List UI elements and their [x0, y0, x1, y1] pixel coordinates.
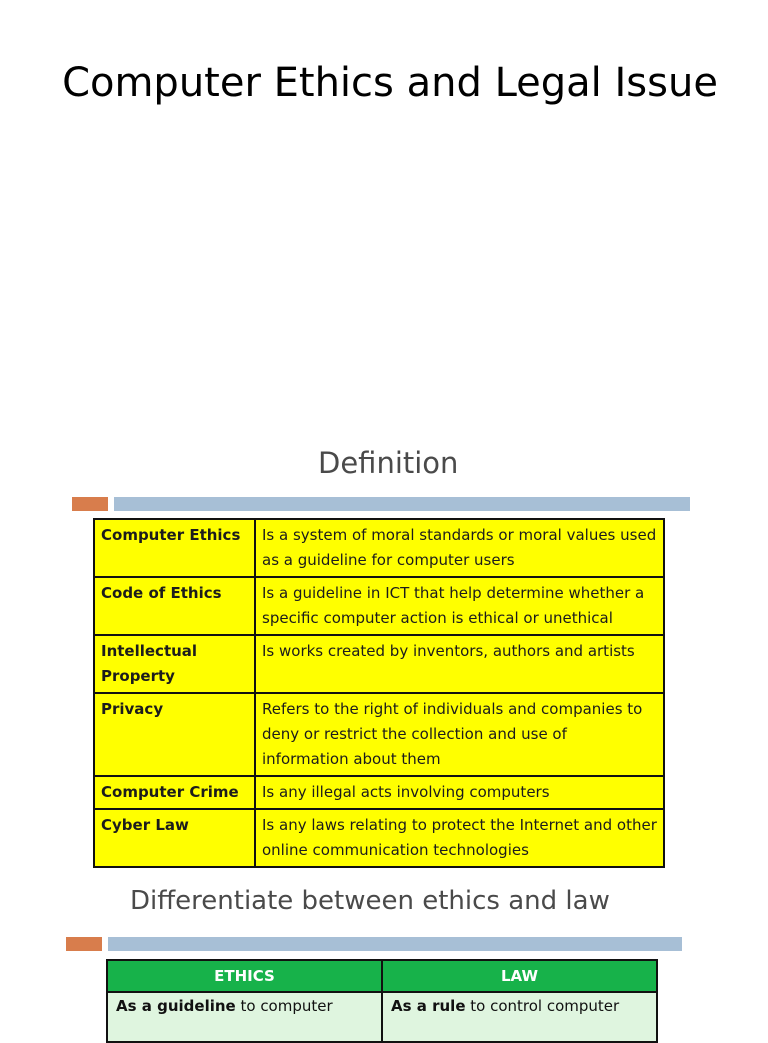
differentiate-heading: Differentiate between ethics and law	[130, 886, 610, 916]
definition-heading: Definition	[318, 446, 459, 480]
definition-cell: Is works created by inventors, authors and artists	[255, 635, 664, 693]
term-cell: Privacy	[94, 693, 255, 776]
definition-cell: Is any illegal acts involving computers	[255, 776, 664, 809]
term-cell: Code of Ethics	[94, 577, 255, 635]
accent-bar-blue	[114, 497, 690, 511]
table-row	[94, 776, 664, 809]
definition-cell: Is any laws relating to protect the Internet and other online communication technologies	[255, 809, 664, 867]
table-header-row	[107, 960, 657, 992]
definition-table	[93, 518, 665, 868]
ethics-cell-text: to computer	[235, 997, 333, 1015]
comparison-table	[106, 959, 658, 1043]
table-row	[94, 809, 664, 867]
ethics-cell-bold: As a guideline	[116, 997, 236, 1015]
term-cell: Computer Crime	[94, 776, 255, 809]
definition-cell: Refers to the right of individuals and companies to deny or restrict the collection and use of information about them	[255, 693, 664, 776]
column-header-ethics: ETHICS	[107, 960, 382, 992]
table-row	[94, 693, 664, 776]
table-row	[94, 519, 664, 577]
accent-bar-orange	[72, 497, 108, 511]
column-header-law: LAW	[382, 960, 657, 992]
term-cell: Computer Ethics	[94, 519, 255, 577]
accent-bar-orange	[66, 937, 102, 951]
law-cell	[382, 992, 657, 1042]
page-title: Computer Ethics and Legal Issue	[62, 60, 718, 106]
definition-cell: Is a guideline in ICT that help determine whether a specific computer action is ethical or unethical	[255, 577, 664, 635]
law-cell-text: to control computer	[465, 997, 620, 1015]
term-cell: Intellectual Property	[94, 635, 255, 693]
table-row	[94, 635, 664, 693]
term-cell: Cyber Law	[94, 809, 255, 867]
accent-bar-blue	[108, 937, 682, 951]
law-cell-bold: As a rule	[391, 997, 466, 1015]
table-row	[94, 577, 664, 635]
ethics-cell	[107, 992, 382, 1042]
definition-cell: Is a system of moral standards or moral values used as a guideline for computer users	[255, 519, 664, 577]
table-row	[107, 992, 657, 1042]
